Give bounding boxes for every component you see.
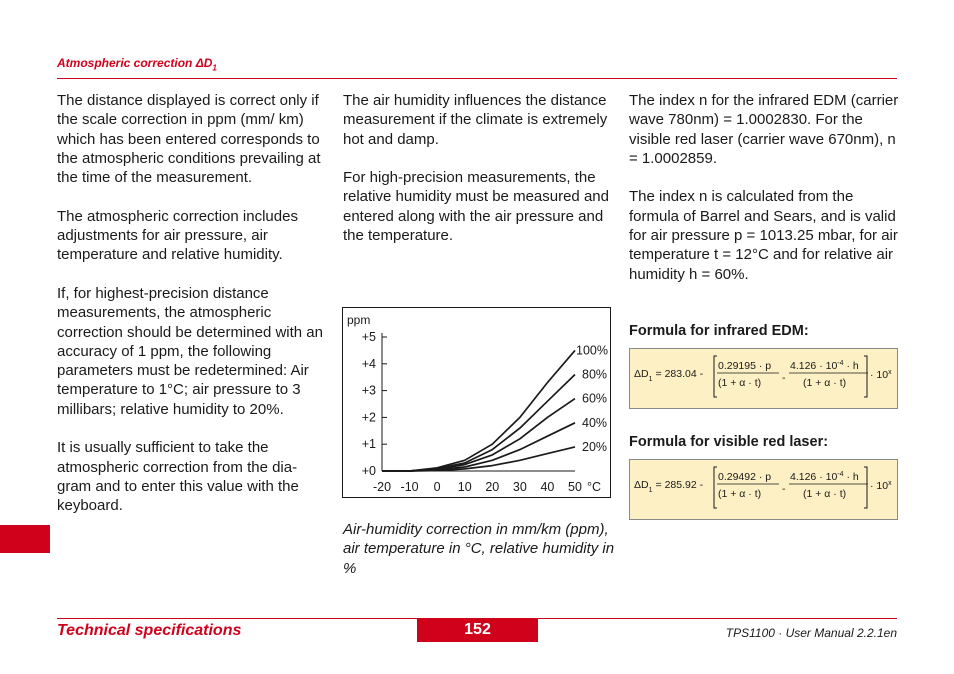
x-axis-unit: °C [586, 480, 602, 494]
paragraph: It is usually sufficient to take the atmospheric correction from the dia- gram and to enter this value with the keyboard. [57, 439, 299, 515]
section-header-text: Atmospheric correction ΔD [57, 56, 213, 70]
x-tick-label: 20 [485, 480, 500, 494]
y-tick-label: +5 [361, 330, 376, 344]
footer-manual-label: TPS1100 · User Manual 2.2.1en [725, 626, 897, 640]
text-column-2 [343, 91, 613, 265]
formula-ir-svg [630, 349, 897, 408]
text-column-1 [57, 91, 329, 535]
chart-svg [343, 308, 610, 497]
side-marker [0, 525, 50, 553]
series-line-100pct [382, 350, 575, 471]
formula-ir-box [629, 348, 898, 409]
x-tick-label: 10 [457, 480, 472, 494]
series-label-40pct: 40% [582, 415, 608, 430]
formula-ir-den1: (1 + α · t) [718, 377, 762, 389]
series-line-60pct [382, 399, 575, 471]
formula-red-svg [630, 460, 897, 519]
y-tick-label: +0 [361, 464, 376, 478]
formula-red-minus: - [782, 483, 786, 495]
text-column-3 [629, 91, 899, 303]
formula-red-box [629, 459, 898, 520]
formula-red-num2: $4.126 \cdot 10^{-4} \cdot h$ [790, 471, 859, 483]
x-tick-label: -10 [400, 480, 419, 494]
paragraph: The index n for the infrared EDM (carrier wave 780nm) = 1.0002830. For the visible red laser (carrier wave 670nm), n = 1.0002859. [629, 92, 899, 167]
header-rule [57, 78, 897, 79]
formula-ir-tail: · $10^x$ [870, 369, 892, 381]
x-tick-label: 40 [540, 480, 555, 494]
y-tick-label: +2 [361, 410, 376, 425]
chart-caption: Air-humidity correction in mm/km (ppm), air temperature in °C, relative humidity in % [343, 521, 615, 577]
x-tick-label: 0 [433, 480, 441, 494]
formula-ir-lhs: $\Delta D_1 = 283.04$ - [634, 368, 704, 383]
x-tick-label: 30 [512, 480, 527, 494]
paragraph: The distance displayed is correct only if the scale correction in ppm (mm/ km) which has been entered corresponds to the atmospheric conditions prevailing at the time of the measurement. [57, 92, 321, 187]
formula-ir-num2: $4.126 \cdot 10^{-4} \cdot h$ [790, 360, 859, 372]
paragraph: If, for highest-precision distance measurements, the atmospheric correction should be determined with an accuracy of 1 ppm, the following parameters must be redetermined: Air temperature to 1°C; air pressure to 3 millibars; relative humidity to 20%. [57, 284, 323, 418]
page-number: 152 [417, 619, 538, 642]
formula-ir-num1: 0.29195 · p [718, 360, 772, 372]
formula-ir-den2: (1 + α · t) [803, 377, 847, 389]
series-label-20pct: 20% [582, 439, 608, 454]
x-tick-label: -20 [372, 480, 392, 494]
formula-red-lhs: $\Delta D_1 = 285.92$ - [634, 479, 704, 494]
formula-ir-title: Formula for infrared EDM: [629, 323, 809, 339]
series-label-80pct: 80% [582, 367, 608, 382]
series-line-80pct [382, 375, 575, 472]
humidity-chart [342, 307, 611, 498]
series-label-60pct: 60% [582, 391, 608, 406]
bracket-right [864, 467, 867, 508]
paragraph: For high-precision measurements, the relative humidity must be measured and entered along with the air pressure and the temperature. [343, 169, 609, 245]
paragraph: The air humidity influences the distance measurement if the climate is extremely hot and damp. [343, 92, 608, 148]
y-tick-label: +1 [361, 437, 376, 452]
formula-red-num1: 0.29492 · p [718, 471, 772, 483]
footer-section-title: Technical specifications [57, 622, 242, 639]
bracket-left [714, 467, 717, 508]
formula-ir-minus: - [782, 372, 786, 384]
series-line-40pct [382, 423, 575, 471]
formula-red-den1: (1 + α · t) [718, 488, 762, 500]
formula-red-title: Formula for visible red laser: [629, 434, 829, 450]
series-label-100pct: 100% [576, 343, 608, 358]
paragraph: The atmospheric correction includes adjustments for air pressure, air temperature and relative humidity. [57, 207, 298, 264]
y-tick-label: +4 [361, 356, 376, 371]
y-axis-label: ppm [347, 313, 371, 327]
paragraph: The index n is calculated from the formula of Barrel and Sears, and is valid for air pressure p = 1013.25 mbar, for air temperature t = 12°C and for relative air humidity h = 60%. [629, 188, 898, 283]
x-tick-label: 50 [568, 480, 582, 494]
bracket-right [864, 356, 867, 397]
formula-red-den2: (1 + α · t) [803, 488, 847, 500]
section-header [57, 56, 217, 72]
section-header-subscript: 1 [212, 63, 217, 73]
bracket-left [714, 356, 717, 397]
formula-red-tail: · $10^x$ [870, 480, 892, 492]
y-tick-label: +3 [361, 383, 376, 398]
